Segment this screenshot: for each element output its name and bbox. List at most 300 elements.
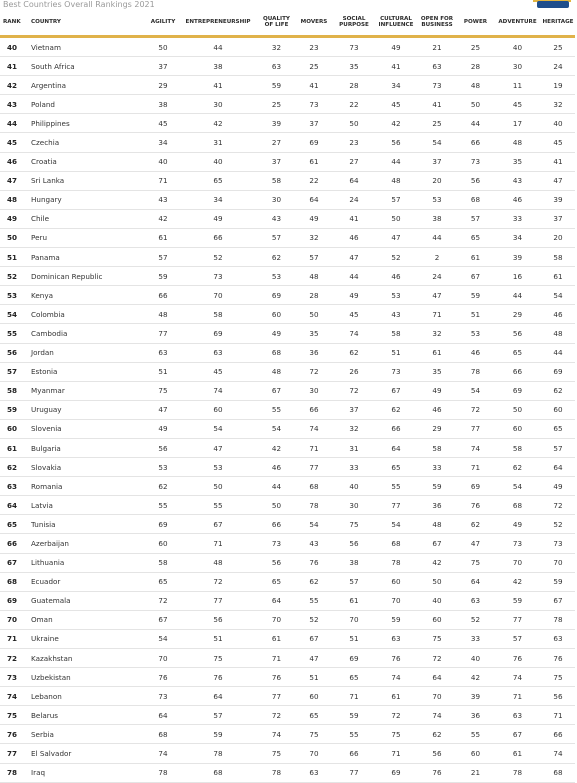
- social-purpose-cell: 69: [333, 649, 375, 668]
- open-for-business-cell: 58: [417, 438, 457, 457]
- quality-of-life-cell: 44: [258, 477, 295, 496]
- country-cell[interactable]: Argentina: [25, 76, 148, 95]
- movers-cell: 63: [295, 763, 333, 782]
- movers-cell: 37: [295, 114, 333, 133]
- rank-cell: 69: [0, 591, 25, 610]
- cultural-influence-cell: 74: [375, 668, 417, 687]
- agility-cell: 57: [148, 248, 178, 267]
- power-cell: 64: [457, 572, 494, 591]
- cultural-influence-cell: 72: [375, 706, 417, 725]
- open-for-business-cell: 21: [417, 37, 457, 57]
- heritage-cell: 61: [541, 267, 575, 286]
- agility-cell: 53: [148, 458, 178, 477]
- social-purpose-cell: 45: [333, 305, 375, 324]
- country-cell[interactable]: Peru: [25, 228, 148, 247]
- heritage-cell: 48: [541, 324, 575, 343]
- table-row: [0, 438, 575, 457]
- rank-cell: 67: [0, 553, 25, 572]
- movers-cell: 77: [295, 458, 333, 477]
- table-row: [0, 629, 575, 648]
- movers-cell: 32: [295, 228, 333, 247]
- quality-of-life-cell: 70: [258, 610, 295, 629]
- rank-cell: 44: [0, 114, 25, 133]
- power-cell: 75: [457, 553, 494, 572]
- quality-of-life-cell: 69: [258, 286, 295, 305]
- country-cell[interactable]: Romania: [25, 477, 148, 496]
- table-row: [0, 477, 575, 496]
- entrepreneurship-cell: 77: [178, 591, 258, 610]
- adventure-cell: 33: [494, 209, 541, 228]
- movers-cell: 35: [295, 324, 333, 343]
- power-cell: 55: [457, 725, 494, 744]
- social-purpose-cell: 33: [333, 458, 375, 477]
- entrepreneurship-cell: 65: [178, 171, 258, 190]
- agility-cell: 51: [148, 362, 178, 381]
- open-for-business-cell: 74: [417, 706, 457, 725]
- quality-of-life-cell: 72: [258, 706, 295, 725]
- quality-of-life-cell: 50: [258, 496, 295, 515]
- entrepreneurship-cell: 48: [178, 553, 258, 572]
- entrepreneurship-cell: 38: [178, 57, 258, 76]
- rank-cell: 64: [0, 496, 25, 515]
- table-row: [0, 400, 575, 419]
- rank-cell: 63: [0, 477, 25, 496]
- entrepreneurship-cell: 57: [178, 706, 258, 725]
- open-for-business-cell: 62: [417, 725, 457, 744]
- heritage-cell: 67: [541, 591, 575, 610]
- country-cell[interactable]: Kazakhstan: [25, 649, 148, 668]
- social-purpose-cell: 59: [333, 706, 375, 725]
- power-cell: 57: [457, 209, 494, 228]
- country-cell[interactable]: Poland: [25, 95, 148, 114]
- adventure-cell: 76: [494, 649, 541, 668]
- country-cell[interactable]: Iraq: [25, 763, 148, 782]
- entrepreneurship-cell: 41: [178, 76, 258, 95]
- entrepreneurship-cell: 60: [178, 400, 258, 419]
- power-cell: 78: [457, 362, 494, 381]
- adventure-cell: 34: [494, 228, 541, 247]
- country-cell[interactable]: Vietnam: [25, 37, 148, 57]
- entrepreneurship-cell: 66: [178, 228, 258, 247]
- cultural-influence-cell: 54: [375, 515, 417, 534]
- agility-cell: 48: [148, 305, 178, 324]
- adventure-cell: 49: [494, 515, 541, 534]
- country-cell[interactable]: Chile: [25, 209, 148, 228]
- cultural-influence-cell: 76: [375, 649, 417, 668]
- entrepreneurship-cell: 52: [178, 248, 258, 267]
- rank-cell: 61: [0, 438, 25, 457]
- cultural-influence-cell: 73: [375, 362, 417, 381]
- agility-cell: 43: [148, 190, 178, 209]
- social-purpose-cell: 28: [333, 76, 375, 95]
- agility-cell: 74: [148, 744, 178, 763]
- agility-cell: 71: [148, 171, 178, 190]
- adventure-cell: 42: [494, 572, 541, 591]
- column-header-social-purpose[interactable]: SOCIAL PURPOSE: [333, 9, 375, 37]
- adventure-cell: 74: [494, 668, 541, 687]
- open-for-business-cell: 72: [417, 649, 457, 668]
- quality-of-life-cell: 39: [258, 114, 295, 133]
- country-cell[interactable]: South Africa: [25, 57, 148, 76]
- rank-cell: 46: [0, 152, 25, 171]
- quality-of-life-cell: 77: [258, 687, 295, 706]
- social-purpose-cell: 30: [333, 496, 375, 515]
- table-row: [0, 305, 575, 324]
- open-for-business-cell: 75: [417, 629, 457, 648]
- quality-of-life-cell: 49: [258, 324, 295, 343]
- power-cell: 42: [457, 668, 494, 687]
- adventure-cell: 50: [494, 400, 541, 419]
- entrepreneurship-cell: 44: [178, 37, 258, 57]
- adventure-cell: 78: [494, 763, 541, 782]
- rank-cell: 41: [0, 57, 25, 76]
- country-cell[interactable]: Uzbekistan: [25, 668, 148, 687]
- rank-cell: 75: [0, 706, 25, 725]
- column-header-adventure[interactable]: ADVENTURE: [494, 9, 541, 37]
- quality-of-life-cell: 60: [258, 305, 295, 324]
- rank-cell: 72: [0, 649, 25, 668]
- cultural-influence-cell: 53: [375, 286, 417, 305]
- power-cell: 53: [457, 324, 494, 343]
- open-for-business-cell: 41: [417, 95, 457, 114]
- cultural-influence-cell: 52: [375, 248, 417, 267]
- cultural-influence-cell: 77: [375, 496, 417, 515]
- country-cell[interactable]: Sri Lanka: [25, 171, 148, 190]
- quality-of-life-cell: 78: [258, 763, 295, 782]
- entrepreneurship-cell: 51: [178, 629, 258, 648]
- social-purpose-cell: 74: [333, 324, 375, 343]
- agility-cell: 76: [148, 668, 178, 687]
- country-cell[interactable]: Belarus: [25, 706, 148, 725]
- quality-of-life-cell: 67: [258, 381, 295, 400]
- rank-cell: 48: [0, 190, 25, 209]
- quality-of-life-cell: 37: [258, 152, 295, 171]
- country-cell[interactable]: Philippines: [25, 114, 148, 133]
- country-cell[interactable]: Estonia: [25, 362, 148, 381]
- rank-cell: 43: [0, 95, 25, 114]
- table-row: [0, 114, 575, 133]
- country-cell[interactable]: Uruguay: [25, 400, 148, 419]
- cultural-influence-cell: 66: [375, 419, 417, 438]
- social-purpose-cell: 37: [333, 400, 375, 419]
- entrepreneurship-cell: 56: [178, 610, 258, 629]
- country-cell[interactable]: Dominican Republic: [25, 267, 148, 286]
- cultural-influence-cell: 55: [375, 477, 417, 496]
- adventure-cell: 70: [494, 553, 541, 572]
- entrepreneurship-cell: 42: [178, 114, 258, 133]
- entrepreneurship-cell: 49: [178, 209, 258, 228]
- social-purpose-cell: 23: [333, 133, 375, 152]
- open-for-business-cell: 71: [417, 305, 457, 324]
- social-purpose-cell: 72: [333, 381, 375, 400]
- heritage-cell: 78: [541, 610, 575, 629]
- quality-of-life-cell: 71: [258, 649, 295, 668]
- open-for-business-cell: 54: [417, 133, 457, 152]
- agility-cell: 72: [148, 591, 178, 610]
- heritage-cell: 71: [541, 706, 575, 725]
- movers-cell: 30: [295, 381, 333, 400]
- cultural-influence-cell: 70: [375, 591, 417, 610]
- heritage-cell: 74: [541, 744, 575, 763]
- power-cell: 71: [457, 458, 494, 477]
- cultural-influence-cell: 48: [375, 171, 417, 190]
- country-cell[interactable]: Slovakia: [25, 458, 148, 477]
- agility-cell: 65: [148, 572, 178, 591]
- movers-cell: 65: [295, 706, 333, 725]
- cultural-influence-cell: 59: [375, 610, 417, 629]
- table-row: [0, 267, 575, 286]
- social-purpose-cell: 75: [333, 515, 375, 534]
- column-header-country[interactable]: COUNTRY: [25, 9, 148, 37]
- cultural-influence-cell: 68: [375, 534, 417, 553]
- agility-cell: 56: [148, 438, 178, 457]
- power-cell: 68: [457, 190, 494, 209]
- movers-cell: 41: [295, 76, 333, 95]
- heritage-cell: 73: [541, 534, 575, 553]
- adventure-cell: 59: [494, 591, 541, 610]
- heritage-cell: 57: [541, 438, 575, 457]
- open-for-business-cell: 35: [417, 362, 457, 381]
- power-cell: 67: [457, 267, 494, 286]
- entrepreneurship-cell: 53: [178, 458, 258, 477]
- power-cell: 65: [457, 228, 494, 247]
- adventure-cell: 63: [494, 706, 541, 725]
- column-header-quality-of-life[interactable]: QUALITY OF LIFE: [258, 9, 295, 37]
- movers-cell: 78: [295, 496, 333, 515]
- power-cell: 74: [457, 438, 494, 457]
- cultural-influence-cell: 43: [375, 305, 417, 324]
- power-cell: 28: [457, 57, 494, 76]
- movers-cell: 28: [295, 286, 333, 305]
- heritage-cell: 59: [541, 572, 575, 591]
- cultural-influence-cell: 46: [375, 267, 417, 286]
- adventure-cell: 48: [494, 133, 541, 152]
- adventure-cell: 45: [494, 95, 541, 114]
- quality-of-life-cell: 61: [258, 629, 295, 648]
- quality-of-life-cell: 65: [258, 572, 295, 591]
- adventure-cell: 56: [494, 324, 541, 343]
- quality-of-life-cell: 25: [258, 95, 295, 114]
- country-cell[interactable]: Lithuania: [25, 553, 148, 572]
- open-for-business-cell: 48: [417, 515, 457, 534]
- social-purpose-cell: 31: [333, 438, 375, 457]
- heritage-cell: 54: [541, 286, 575, 305]
- open-for-business-cell: 49: [417, 381, 457, 400]
- quality-of-life-cell: 42: [258, 438, 295, 457]
- column-header-cultural-influence[interactable]: CULTURAL INFLUENCE: [375, 9, 417, 37]
- heritage-cell: 52: [541, 515, 575, 534]
- rank-cell: 56: [0, 343, 25, 362]
- adventure-cell: 69: [494, 381, 541, 400]
- cultural-influence-cell: 75: [375, 725, 417, 744]
- country-cell[interactable]: Hungary: [25, 190, 148, 209]
- open-for-business-cell: 42: [417, 553, 457, 572]
- table-row: [0, 763, 575, 782]
- column-header-agility[interactable]: AGILITY: [148, 9, 178, 37]
- quality-of-life-cell: 76: [258, 668, 295, 687]
- country-cell[interactable]: Ecuador: [25, 572, 148, 591]
- power-cell: 44: [457, 114, 494, 133]
- social-purpose-cell: 32: [333, 419, 375, 438]
- open-for-business-cell: 2: [417, 248, 457, 267]
- movers-cell: 61: [295, 152, 333, 171]
- rank-cell: 59: [0, 400, 25, 419]
- country-cell[interactable]: Jordan: [25, 343, 148, 362]
- country-cell[interactable]: Tunisia: [25, 515, 148, 534]
- table-row: [0, 248, 575, 267]
- quality-of-life-cell: 58: [258, 171, 295, 190]
- social-purpose-cell: 47: [333, 248, 375, 267]
- social-purpose-cell: 77: [333, 763, 375, 782]
- quality-of-life-cell: 64: [258, 591, 295, 610]
- country-cell[interactable]: Bulgaria: [25, 438, 148, 457]
- adventure-cell: 67: [494, 725, 541, 744]
- country-cell[interactable]: Czechia: [25, 133, 148, 152]
- open-for-business-cell: 63: [417, 57, 457, 76]
- entrepreneurship-cell: 64: [178, 687, 258, 706]
- country-cell[interactable]: Serbia: [25, 725, 148, 744]
- agility-cell: 67: [148, 610, 178, 629]
- heritage-cell: 41: [541, 152, 575, 171]
- quality-of-life-cell: 62: [258, 248, 295, 267]
- adventure-cell: 54: [494, 477, 541, 496]
- heritage-cell: 65: [541, 419, 575, 438]
- cultural-influence-cell: 41: [375, 57, 417, 76]
- entrepreneurship-cell: 69: [178, 324, 258, 343]
- open-for-business-cell: 64: [417, 668, 457, 687]
- quality-of-life-cell: 63: [258, 57, 295, 76]
- rank-cell: 76: [0, 725, 25, 744]
- social-purpose-cell: 56: [333, 534, 375, 553]
- movers-cell: 64: [295, 190, 333, 209]
- power-cell: 76: [457, 496, 494, 515]
- open-for-business-cell: 38: [417, 209, 457, 228]
- heritage-cell: 62: [541, 381, 575, 400]
- entrepreneurship-cell: 63: [178, 343, 258, 362]
- country-cell[interactable]: Colombia: [25, 305, 148, 324]
- entrepreneurship-cell: 50: [178, 477, 258, 496]
- cultural-influence-cell: 50: [375, 209, 417, 228]
- country-cell[interactable]: El Salvador: [25, 744, 148, 763]
- power-cell: 72: [457, 400, 494, 419]
- entrepreneurship-cell: 68: [178, 763, 258, 782]
- rank-cell: 50: [0, 228, 25, 247]
- country-cell[interactable]: Azerbaijan: [25, 534, 148, 553]
- entrepreneurship-cell: 72: [178, 572, 258, 591]
- country-cell[interactable]: Slovenia: [25, 419, 148, 438]
- social-purpose-cell: 50: [333, 114, 375, 133]
- quality-of-life-cell: 43: [258, 209, 295, 228]
- country-cell[interactable]: Croatia: [25, 152, 148, 171]
- heritage-cell: 44: [541, 343, 575, 362]
- quality-of-life-cell: 74: [258, 725, 295, 744]
- open-for-business-cell: 33: [417, 458, 457, 477]
- movers-cell: 55: [295, 591, 333, 610]
- agility-cell: 38: [148, 95, 178, 114]
- country-cell[interactable]: Guatemala: [25, 591, 148, 610]
- quality-of-life-cell: 53: [258, 267, 295, 286]
- table-row: [0, 76, 575, 95]
- cultural-influence-cell: 49: [375, 37, 417, 57]
- entrepreneurship-cell: 71: [178, 534, 258, 553]
- country-cell[interactable]: Ukraine: [25, 629, 148, 648]
- movers-cell: 69: [295, 133, 333, 152]
- column-header-entrepreneurship[interactable]: ENTREPRENEURSHIP: [178, 9, 258, 37]
- rank-cell: 74: [0, 687, 25, 706]
- heritage-cell: 40: [541, 114, 575, 133]
- cultural-influence-cell: 63: [375, 629, 417, 648]
- agility-cell: 68: [148, 725, 178, 744]
- open-for-business-cell: 67: [417, 534, 457, 553]
- agility-cell: 34: [148, 133, 178, 152]
- adventure-cell: 66: [494, 362, 541, 381]
- movers-cell: 54: [295, 515, 333, 534]
- heritage-cell: 45: [541, 133, 575, 152]
- country-cell[interactable]: Kenya: [25, 286, 148, 305]
- heritage-cell: 46: [541, 305, 575, 324]
- social-purpose-cell: 40: [333, 477, 375, 496]
- movers-cell: 71: [295, 438, 333, 457]
- power-cell: 56: [457, 171, 494, 190]
- column-header-open-for-business[interactable]: OPEN FOR BUSINESS: [417, 9, 457, 37]
- adventure-cell: 58: [494, 438, 541, 457]
- movers-cell: 48: [295, 267, 333, 286]
- power-cell: 51: [457, 305, 494, 324]
- country-cell[interactable]: Myanmar: [25, 381, 148, 400]
- adventure-cell: 43: [494, 171, 541, 190]
- social-purpose-cell: 27: [333, 152, 375, 171]
- country-cell[interactable]: Oman: [25, 610, 148, 629]
- country-cell[interactable]: Latvia: [25, 496, 148, 515]
- social-purpose-cell: 51: [333, 629, 375, 648]
- cultural-influence-cell: 67: [375, 381, 417, 400]
- country-cell[interactable]: Panama: [25, 248, 148, 267]
- open-for-business-cell: 37: [417, 152, 457, 171]
- table-body: [0, 37, 575, 783]
- table-header-row: [0, 9, 575, 37]
- country-cell[interactable]: Cambodia: [25, 324, 148, 343]
- quality-of-life-cell: 46: [258, 458, 295, 477]
- movers-cell: 49: [295, 209, 333, 228]
- power-cell: 36: [457, 706, 494, 725]
- power-cell: 69: [457, 477, 494, 496]
- quality-of-life-cell: 48: [258, 362, 295, 381]
- column-header-rank[interactable]: RANK: [0, 9, 25, 37]
- social-purpose-cell: 44: [333, 267, 375, 286]
- power-cell: 54: [457, 381, 494, 400]
- quality-of-life-cell: 27: [258, 133, 295, 152]
- column-header-heritage[interactable]: HERITAGE: [541, 9, 575, 37]
- table-row: [0, 668, 575, 687]
- column-header-movers[interactable]: MOVERS: [295, 9, 333, 37]
- agility-cell: 54: [148, 629, 178, 648]
- table-row: [0, 553, 575, 572]
- cultural-influence-cell: 34: [375, 76, 417, 95]
- agility-cell: 61: [148, 228, 178, 247]
- cultural-influence-cell: 64: [375, 438, 417, 457]
- agility-cell: 62: [148, 477, 178, 496]
- country-cell[interactable]: Lebanon: [25, 687, 148, 706]
- table-row: [0, 343, 575, 362]
- column-header-power[interactable]: POWER: [457, 9, 494, 37]
- open-for-business-cell: 46: [417, 400, 457, 419]
- quality-of-life-cell: 30: [258, 190, 295, 209]
- table-row: [0, 496, 575, 515]
- social-purpose-cell: 66: [333, 744, 375, 763]
- social-purpose-cell: 46: [333, 228, 375, 247]
- rank-cell: 49: [0, 209, 25, 228]
- heritage-cell: 75: [541, 668, 575, 687]
